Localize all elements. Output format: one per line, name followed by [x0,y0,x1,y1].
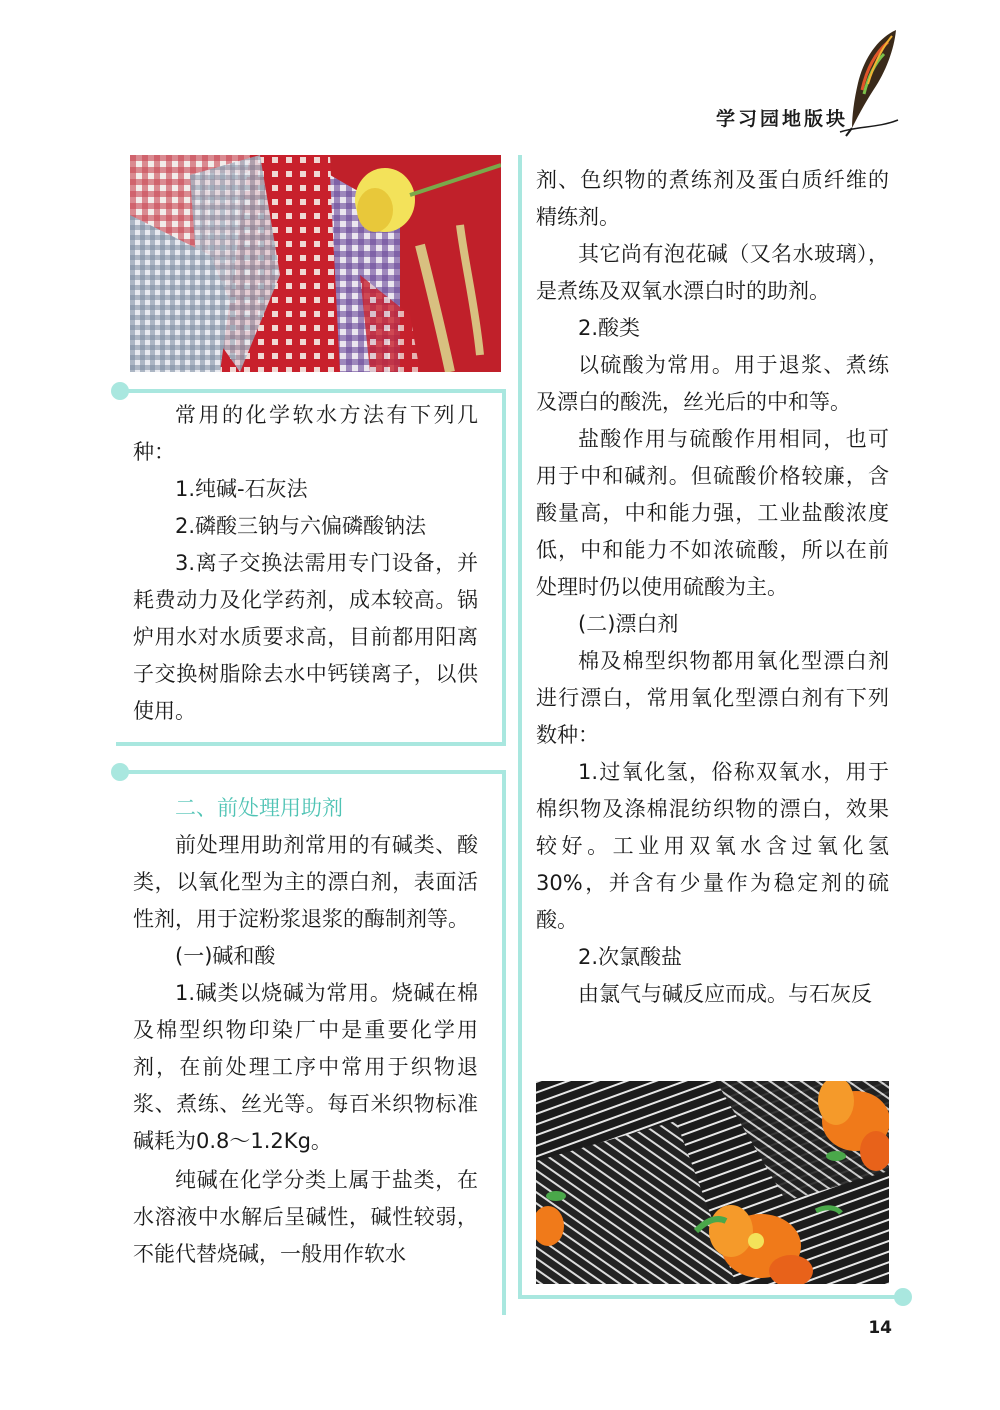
paragraph: 1.碱类以烧碱为常用。烧碱在棉及棉型织物印染厂中是重要化学用剂，在前处理工序中常用于织物退浆、煮练、丝光等。每百米织物标准碱耗为0.8～1.2Kg。 [133,981,478,1153]
frame-line [502,389,506,745]
paragraph: 其它尚有泡花碱（又名水玻璃），是煮练及双氧水漂白时的助剂。 [536,242,889,303]
fabric-photo-top [130,155,501,372]
bleaching-agents-text-block [536,162,889,1013]
feather-quill-icon [838,28,904,138]
paragraph: 前处理用助剂常用的有碱类、酸类，以氧化型为主的漂白剂，表面活性剂，用于淀粉浆退浆的酶制剂等。 [133,833,478,931]
paragraph: 3.离子交换法需用专门设备，并耗费动力及化学药剂，成本较高。锅炉用水对水质要求高，目前都用阳离子交换树脂除去水中钙镁离子，以供使用。 [133,551,478,723]
frame-dot [894,1288,912,1306]
section-heading: 二、前处理用助剂 [175,796,343,820]
paragraph: 2.酸类 [578,316,641,340]
paragraph: 由氯气与碱反应而成。与石灰反 [578,982,872,1006]
water-softening-text-block [133,397,478,730]
frame-line [518,155,522,1299]
section-header-title: 学习园地版块 [715,108,848,130]
paragraph: 1.过氧化氢，俗称双氧水，用于棉织物及涤棉混纺织物的漂白，效果较好。工业用双氧水含过氧化氢30%，并含有少量作为稳定剂的硫酸。 [536,760,889,932]
frame-line [502,770,506,1315]
paragraph: 棉及棉型织物都用氧化型漂白剂进行漂白，常用氧化型漂白剂有下列数种： [536,649,889,747]
pretreatment-auxiliaries-text-block [133,790,478,1273]
paragraph: 盐酸作用与硫酸作用相同，也可用于中和碱剂。但硫酸价格较廉，含酸量高，中和能力强，工业盐酸浓度低，中和能力不如浓硫酸，所以在前处理时仍以使用硫酸为主。 [536,427,889,599]
paragraph: 2.磷酸三钠与六偏磷酸钠法 [175,514,427,538]
paragraph: (二)漂白剂 [578,612,679,636]
paragraph: (一)碱和酸 [175,944,276,968]
frame-line [518,1295,896,1299]
frame-line [116,742,506,746]
paragraph: 常用的化学软水方法有下列几种： [133,403,478,464]
paragraph: 1.纯碱-石灰法 [175,477,308,501]
paragraph: 剂、色织物的煮练剂及蛋白质纤维的精练剂。 [536,168,889,229]
paragraph: 纯碱在化学分类上属于盐类，在水溶液中水解后呈碱性，碱性较弱，不能代替烧碱，一般用作软水 [133,1168,478,1266]
frame-line [122,770,506,774]
paragraph: 2.次氯酸盐 [578,945,683,969]
fabric-photo-bottom [536,1081,889,1284]
frame-line [122,389,506,393]
page-number: 14 [868,1318,892,1338]
paragraph: 以硫酸为常用。用于退浆、煮练及漂白的酸洗，丝光后的中和等。 [536,353,889,414]
